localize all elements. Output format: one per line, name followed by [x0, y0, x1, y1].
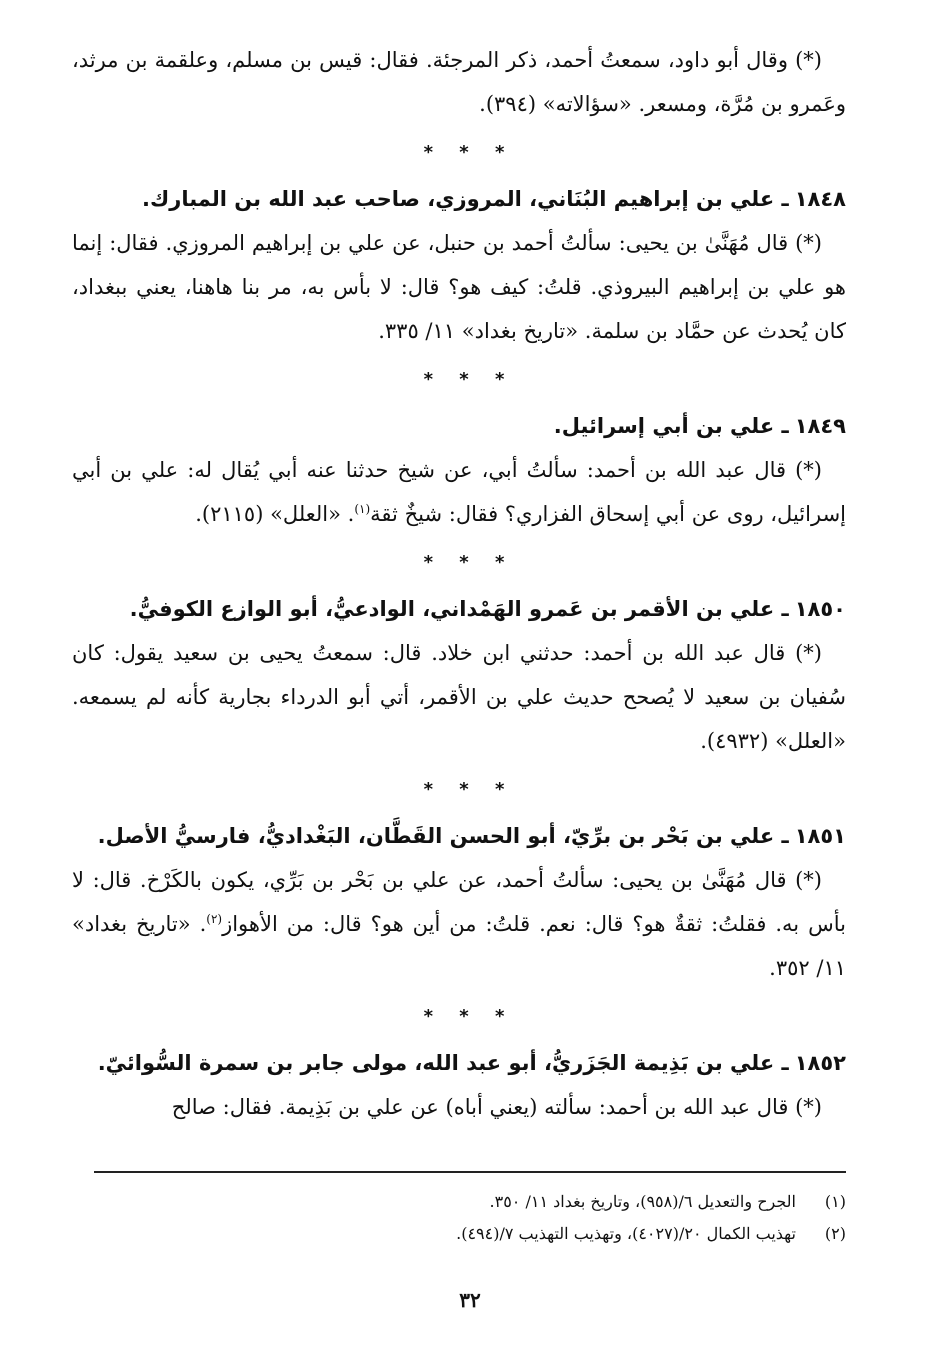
entry-number: ١٨٤٨ [794, 187, 846, 211]
footnote-divider [94, 1171, 846, 1173]
entry-paragraph [72, 38, 846, 126]
section-separator: * * * [423, 142, 515, 163]
entry-heading [72, 587, 846, 631]
entry-heading [72, 814, 846, 858]
section-separator: * * * [423, 369, 515, 390]
entry-heading [72, 177, 846, 221]
footnote-1 [72, 1186, 846, 1218]
paragraph-text: (*) وقال أبو داود، سمعتُ أحمد، ذكر المرجئة. فقال: قيس بن مسلم، وعلقمة بن مرثد، وعَمرو بن مُرَّة، ومسعر. «سؤالاته» (٣٩٤). [72, 48, 846, 116]
entry-paragraph [72, 1085, 846, 1129]
section-separator: * * * [423, 552, 515, 573]
footnote-number: (١) [824, 1192, 846, 1211]
footnote-text: تهذيب الكمال ٢٠/(٤٠٢٧)، وتهذيب التهذيب ٧/(٤٩٤). [456, 1224, 796, 1243]
footnote-number: (٢) [824, 1224, 846, 1243]
entry-number: ١٨٥١ [794, 824, 846, 848]
entry-paragraph [72, 448, 846, 536]
entry-number: ١٨٥٢ [794, 1051, 846, 1075]
footnote-reference: (٢) [206, 912, 223, 926]
entry-title: ـ علي بن الأقمر بن عَمرو الهَمْداني، الوادعيُّ، أبو الوازع الكوفيُّ. [129, 597, 789, 621]
paragraph-text: (*) قال مُهَنَّىٰ بن يحيى: سألتُ أحمد، عن علي بن بَحْر بن بَرِّي، يكون بالكَرْخ. قال: لا بأس به. فقلتُ: ثقةٌ هو؟ قال: نعم. قلتُ: من أين هو؟ قال: من الأهواز [72, 868, 846, 936]
section-separator: * * * [423, 779, 515, 800]
entry-title: ـ علي بن بَحْر بن برِّيّ، أبو الحسن القَطَّان، البَغْداديُّ، فارسيُّ الأصل. [97, 824, 789, 848]
entry-title: ـ علي بن إبراهيم البُنَاني، المروزي، صاحب عبد الله بن المبارك. [142, 187, 789, 211]
entry-heading [72, 1041, 846, 1085]
paragraph-text: (*) قال عبد الله بن أحمد: سألتُ أبي، عن شيخ حدثنا عنه أبي يُقال له: علي بن أبي إسرائيل، روى عن أبي إسحاق الفزاري؟ فقال: شيخٌ ثقة [72, 458, 846, 526]
entry-title: ـ علي بن بَذِيمة الجَزَريُّ، أبو عبد الله، مولى جابر بن سمرة السُّوائيّ. [97, 1051, 789, 1075]
footnote-reference: (١) [354, 502, 371, 516]
page-number: ٣٢ [459, 1288, 481, 1312]
entry-paragraph [72, 631, 846, 763]
entry-title: ـ علي بن أبي إسرائيل. [553, 414, 789, 438]
paragraph-text-continued: . «تاريخ بغداد» ١١/ ٣٥٢. [72, 912, 846, 980]
entry-number: ١٨٥٠ [794, 597, 846, 621]
paragraph-text: (*) قال مُهَنَّىٰ بن يحيى: سألتُ أحمد بن حنبل، عن علي بن إبراهيم المروزي. فقال: إنما هو علي بن إبراهيم البيروذي. قلتُ: كيف هو؟ قال: لا بأس به، مر بنا هاهنا، يعني ببغداد، كان يُحدث عن حمَّاد بن سلمة. «تاريخ بغداد» ١١/ ٣٣٥. [72, 231, 846, 343]
footnote-text: الجرح والتعديل ٦/(٩٥٨)، وتاريخ بغداد ١١/ ٣٥٠. [489, 1192, 796, 1211]
page-body [72, 38, 846, 1129]
entry-heading [72, 404, 846, 448]
entry-number: ١٨٤٩ [794, 414, 846, 438]
footnotes [72, 1186, 846, 1250]
paragraph-text: (*) قال عبد الله بن أحمد: سألته (يعني أباه) عن علي بن بَذِيمة. فقال: صالح [171, 1095, 822, 1119]
paragraph-text: (*) قال عبد الله بن أحمد: حدثني ابن خلاد. قال: سمعتُ يحيى بن سعيد يقول: كان سُفيان بن سعيد لا يُصحح حديث علي بن الأقمر، أتي أبو الدرداء بجارية كأنه لم يسمعه. «العلل» (٤٩٣٢). [72, 641, 846, 753]
footnote-2 [72, 1218, 846, 1250]
section-separator: * * * [423, 1006, 515, 1027]
entry-paragraph [72, 858, 846, 990]
entry-paragraph [72, 221, 846, 353]
paragraph-text-continued: . «العلل» (٢١١٥). [195, 502, 355, 526]
